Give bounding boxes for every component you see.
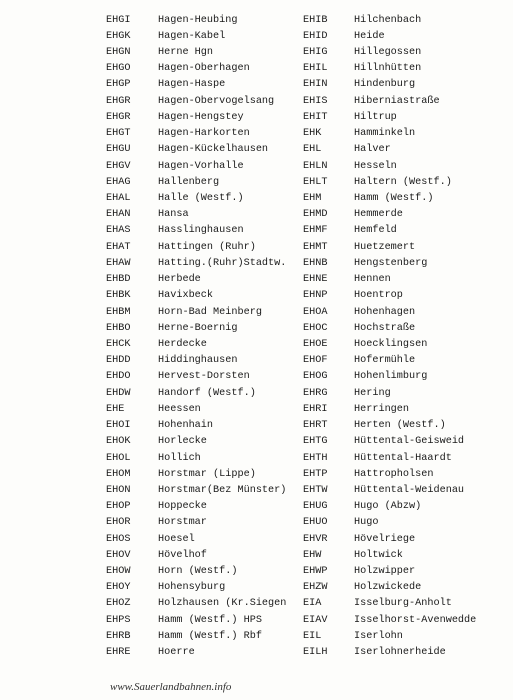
station-name: Isselburg-Anholt	[354, 598, 452, 610]
station-name: Hoerre	[158, 647, 195, 659]
station-name: Hennen	[354, 274, 391, 286]
station-name: Hansa	[158, 209, 189, 221]
station-row	[106, 531, 286, 547]
station-row	[303, 174, 476, 190]
station-row	[106, 255, 286, 271]
station-row	[303, 109, 476, 125]
station-name: Iserlohn	[354, 630, 403, 642]
station-name: Hasslinghausen	[158, 225, 244, 237]
station-code: EHBK	[106, 290, 131, 302]
station-name: Horn-Bad Meinberg	[158, 306, 262, 318]
station-code: EHL	[303, 144, 322, 156]
station-row	[106, 417, 286, 433]
station-code: EHLN	[303, 160, 328, 172]
station-row	[106, 44, 286, 60]
station-row	[106, 158, 286, 174]
station-name: Hugo (Abzw)	[354, 501, 422, 513]
station-row	[303, 499, 476, 515]
station-code: EHOR	[106, 517, 131, 529]
station-code: EIAV	[303, 614, 328, 626]
station-row	[106, 385, 286, 401]
station-row	[106, 109, 286, 125]
station-name: Horstmar (Lippe)	[158, 468, 256, 480]
station-code: EHOI	[106, 420, 131, 432]
station-name: Herne-Boernig	[158, 322, 238, 334]
station-name: Hillegossen	[354, 47, 422, 59]
station-row	[303, 434, 476, 450]
station-code: EHRT	[303, 420, 328, 432]
station-name: Holzwickede	[354, 582, 422, 594]
station-row	[106, 563, 286, 579]
station-name: Hövelhof	[158, 549, 207, 561]
station-code: EHGO	[106, 63, 131, 75]
station-code: EHWP	[303, 566, 328, 578]
station-name: Herne Hgn	[158, 47, 214, 59]
station-code: EHW	[303, 549, 322, 561]
station-name: Hüttental-Geisweid	[354, 436, 465, 448]
station-row	[106, 401, 286, 417]
station-row	[303, 401, 476, 417]
station-name: Holtwick	[354, 549, 403, 561]
station-row	[106, 466, 286, 482]
station-name: Hugo	[354, 517, 379, 529]
station-name: Hoentrop	[354, 290, 403, 302]
station-code: EHGI	[106, 14, 131, 26]
station-code: EHIS	[303, 95, 328, 107]
station-name: Hohenhain	[158, 420, 214, 432]
station-row	[303, 547, 476, 563]
station-row	[106, 61, 286, 77]
station-row	[303, 466, 476, 482]
station-code: EHIL	[303, 63, 328, 75]
station-name: Iserlohnerheide	[354, 647, 446, 659]
station-row	[303, 142, 476, 158]
station-code: EHGR	[106, 95, 131, 107]
station-code: EHGP	[106, 79, 131, 91]
station-code: EHAG	[106, 176, 131, 188]
station-name: Hüttental-Weidenau	[354, 484, 465, 496]
station-code: EHIG	[303, 47, 328, 59]
station-name: Hiberniastraße	[354, 95, 440, 107]
station-row	[106, 239, 286, 255]
station-name: Holzwipper	[354, 566, 416, 578]
station-code: EIA	[303, 598, 322, 610]
station-row	[303, 288, 476, 304]
station-name: Holzhausen (Kr.Siegen	[158, 598, 287, 610]
station-row	[303, 239, 476, 255]
station-name: Hesseln	[354, 160, 397, 172]
station-name: Horlecke	[158, 436, 207, 448]
station-row	[303, 385, 476, 401]
right-column	[303, 12, 476, 661]
station-code: EHMD	[303, 209, 328, 221]
station-code: EHAW	[106, 257, 131, 269]
station-row	[106, 434, 286, 450]
station-name: Hoesel	[158, 533, 195, 545]
station-code: EHUG	[303, 501, 328, 513]
station-name: Hemfeld	[354, 225, 397, 237]
station-name: Hagen-Oberhagen	[158, 63, 250, 75]
station-code: EHGK	[106, 30, 131, 42]
station-row	[106, 353, 286, 369]
station-name: Hilchenbach	[354, 14, 422, 26]
station-name: Hagen-Kabel	[158, 30, 226, 42]
station-name: Hamminkeln	[354, 128, 416, 140]
station-row	[303, 515, 476, 531]
station-name: Hindenburg	[354, 79, 416, 91]
station-row	[303, 563, 476, 579]
station-name: Hoecklingsen	[354, 338, 428, 350]
station-code: EHOZ	[106, 598, 131, 610]
station-row	[106, 272, 286, 288]
station-code: EHBD	[106, 274, 131, 286]
station-name: Hillnhütten	[354, 63, 422, 75]
station-row	[106, 450, 286, 466]
station-name: Hering	[354, 387, 391, 399]
station-row	[106, 126, 286, 142]
station-name: Heide	[354, 30, 385, 42]
station-row	[106, 93, 286, 109]
station-row	[303, 580, 476, 596]
station-name: Hohenhagen	[354, 306, 416, 318]
station-row	[106, 190, 286, 206]
station-code: EHMT	[303, 241, 328, 253]
station-code: EHBM	[106, 306, 131, 318]
station-row	[303, 28, 476, 44]
station-row	[303, 12, 476, 28]
station-row	[106, 28, 286, 44]
station-code: EHBO	[106, 322, 131, 334]
station-name: Horstmar(Bez Münster)	[158, 484, 287, 496]
station-row	[303, 158, 476, 174]
station-row	[303, 353, 476, 369]
station-name: Handorf (Westf.)	[158, 387, 256, 399]
station-name: Hamm (Westf.) Rbf	[158, 630, 262, 642]
station-row	[106, 320, 286, 336]
station-name: Hagen-Obervogelsang	[158, 95, 275, 107]
station-row	[303, 93, 476, 109]
station-code: EHGT	[106, 128, 131, 140]
station-name: Herdecke	[158, 338, 207, 350]
station-name: Haltern (Westf.)	[354, 176, 452, 188]
station-code: EHTH	[303, 452, 328, 464]
station-row	[303, 645, 476, 661]
station-name: Hamm (Westf.)	[354, 193, 434, 205]
station-code: EHIN	[303, 79, 328, 91]
station-code: EHID	[303, 30, 328, 42]
station-name: Hiltrup	[354, 111, 397, 123]
station-name: Hollich	[158, 452, 201, 464]
station-code: EHZW	[303, 582, 328, 594]
station-code: EHDO	[106, 371, 131, 383]
station-row	[303, 223, 476, 239]
station-code: EHGU	[106, 144, 131, 156]
station-name: Hiddinghausen	[158, 355, 238, 367]
station-code: EHGN	[106, 47, 131, 59]
station-code: EHNE	[303, 274, 328, 286]
station-code: EIL	[303, 630, 322, 642]
station-code: EHRI	[303, 403, 328, 415]
station-name: Hattingen (Ruhr)	[158, 241, 256, 253]
station-code: EHTP	[303, 468, 328, 480]
station-code: EHON	[106, 484, 131, 496]
station-row	[303, 61, 476, 77]
station-code: EHLT	[303, 176, 328, 188]
station-row	[303, 304, 476, 320]
station-row	[106, 304, 286, 320]
station-code: EHE	[106, 403, 125, 415]
station-code: EHAS	[106, 225, 131, 237]
station-name: Herringen	[354, 403, 410, 415]
station-name: Hagen-Haspe	[158, 79, 226, 91]
station-row	[303, 320, 476, 336]
station-row	[303, 190, 476, 206]
station-code: EHDW	[106, 387, 131, 399]
station-code: EHDD	[106, 355, 131, 367]
station-code: EHGR	[106, 111, 131, 123]
station-row	[303, 255, 476, 271]
station-code: EHIB	[303, 14, 328, 26]
station-name: Hagen-Kückelhausen	[158, 144, 269, 156]
station-code: EHM	[303, 193, 322, 205]
station-row	[303, 628, 476, 644]
station-name: Hoppecke	[158, 501, 207, 513]
station-code: EHRE	[106, 647, 131, 659]
station-row	[303, 450, 476, 466]
station-code: EHMF	[303, 225, 328, 237]
station-name: Herbede	[158, 274, 201, 286]
station-row	[106, 174, 286, 190]
station-code: EHOA	[303, 306, 328, 318]
station-row	[106, 645, 286, 661]
station-row	[106, 612, 286, 628]
station-name: Hagen-Heubing	[158, 14, 238, 26]
station-code: EHOS	[106, 533, 131, 545]
station-code: EHTW	[303, 484, 328, 496]
station-row	[106, 77, 286, 93]
watermark: www.Sauerlandbahnen.info	[110, 681, 232, 693]
station-row	[303, 369, 476, 385]
station-row	[106, 628, 286, 644]
station-code: EHK	[303, 128, 322, 140]
station-code: EHOE	[303, 338, 328, 350]
station-row	[303, 77, 476, 93]
station-name: Hamm (Westf.) HPS	[158, 614, 262, 626]
station-code: EHOK	[106, 436, 131, 448]
station-name: Halver	[354, 144, 391, 156]
station-name: Hattropholsen	[354, 468, 434, 480]
station-code: EHGV	[106, 160, 131, 172]
station-code: EHTG	[303, 436, 328, 448]
station-name: Hagen-Vorhalle	[158, 160, 244, 172]
station-row	[106, 482, 286, 498]
station-row	[106, 288, 286, 304]
station-code: EHRG	[303, 387, 328, 399]
station-row	[303, 531, 476, 547]
station-name: Hagen-Harkorten	[158, 128, 250, 140]
station-row	[303, 207, 476, 223]
station-code: EHOV	[106, 549, 131, 561]
station-row	[106, 547, 286, 563]
station-name: Havixbeck	[158, 290, 214, 302]
station-code: EHOW	[106, 566, 131, 578]
station-name: Hervest-Dorsten	[158, 371, 250, 383]
station-code: EHIT	[303, 111, 328, 123]
station-code: EHOM	[106, 468, 131, 480]
station-code: EHAT	[106, 241, 131, 253]
station-name: Hemmerde	[354, 209, 403, 221]
station-row	[303, 482, 476, 498]
station-row	[106, 499, 286, 515]
station-code: EHCK	[106, 338, 131, 350]
station-code: EHAN	[106, 209, 131, 221]
station-row	[303, 272, 476, 288]
station-name: Hochstraße	[354, 322, 416, 334]
station-name: Hagen-Hengstey	[158, 111, 244, 123]
station-code: EHOP	[106, 501, 131, 513]
station-name: Hohenlimburg	[354, 371, 428, 383]
station-code: EHOC	[303, 322, 328, 334]
station-name: Hofermühle	[354, 355, 416, 367]
station-code: EHUO	[303, 517, 328, 529]
station-code: EHNP	[303, 290, 328, 302]
station-name: Hallenberg	[158, 176, 220, 188]
station-name: Isselhorst-Avenwedde	[354, 614, 477, 626]
station-row	[303, 44, 476, 60]
station-row	[106, 596, 286, 612]
station-row	[106, 207, 286, 223]
station-name: Halle (Westf.)	[158, 193, 244, 205]
station-row	[106, 515, 286, 531]
station-name: Horstmar	[158, 517, 207, 529]
station-code: EHAL	[106, 193, 131, 205]
station-row	[106, 223, 286, 239]
station-code: EHVR	[303, 533, 328, 545]
station-name: Hengstenberg	[354, 257, 428, 269]
station-code: EHNB	[303, 257, 328, 269]
station-row	[303, 126, 476, 142]
station-row	[106, 369, 286, 385]
station-name: Hövelriege	[354, 533, 416, 545]
station-code: EHOY	[106, 582, 131, 594]
station-name: Horn (Westf.)	[158, 566, 238, 578]
station-code: EHOF	[303, 355, 328, 367]
station-name: Heessen	[158, 403, 201, 415]
station-name: Hüttental-Haardt	[354, 452, 452, 464]
station-row	[303, 336, 476, 352]
station-name: Herten (Westf.)	[354, 420, 446, 432]
station-row	[106, 12, 286, 28]
station-row	[106, 142, 286, 158]
left-column	[106, 12, 286, 661]
station-code: EHOG	[303, 371, 328, 383]
station-row	[303, 612, 476, 628]
station-name: Hatting.(Ruhr)Stadtw.	[158, 257, 287, 269]
station-row	[303, 417, 476, 433]
station-code: EILH	[303, 647, 328, 659]
station-code: EHPS	[106, 614, 131, 626]
station-row	[303, 596, 476, 612]
station-name: Hohensyburg	[158, 582, 226, 594]
station-row	[106, 580, 286, 596]
station-code: EHOL	[106, 452, 131, 464]
station-code: EHRB	[106, 630, 131, 642]
station-row	[106, 336, 286, 352]
station-name: Huetzemert	[354, 241, 416, 253]
